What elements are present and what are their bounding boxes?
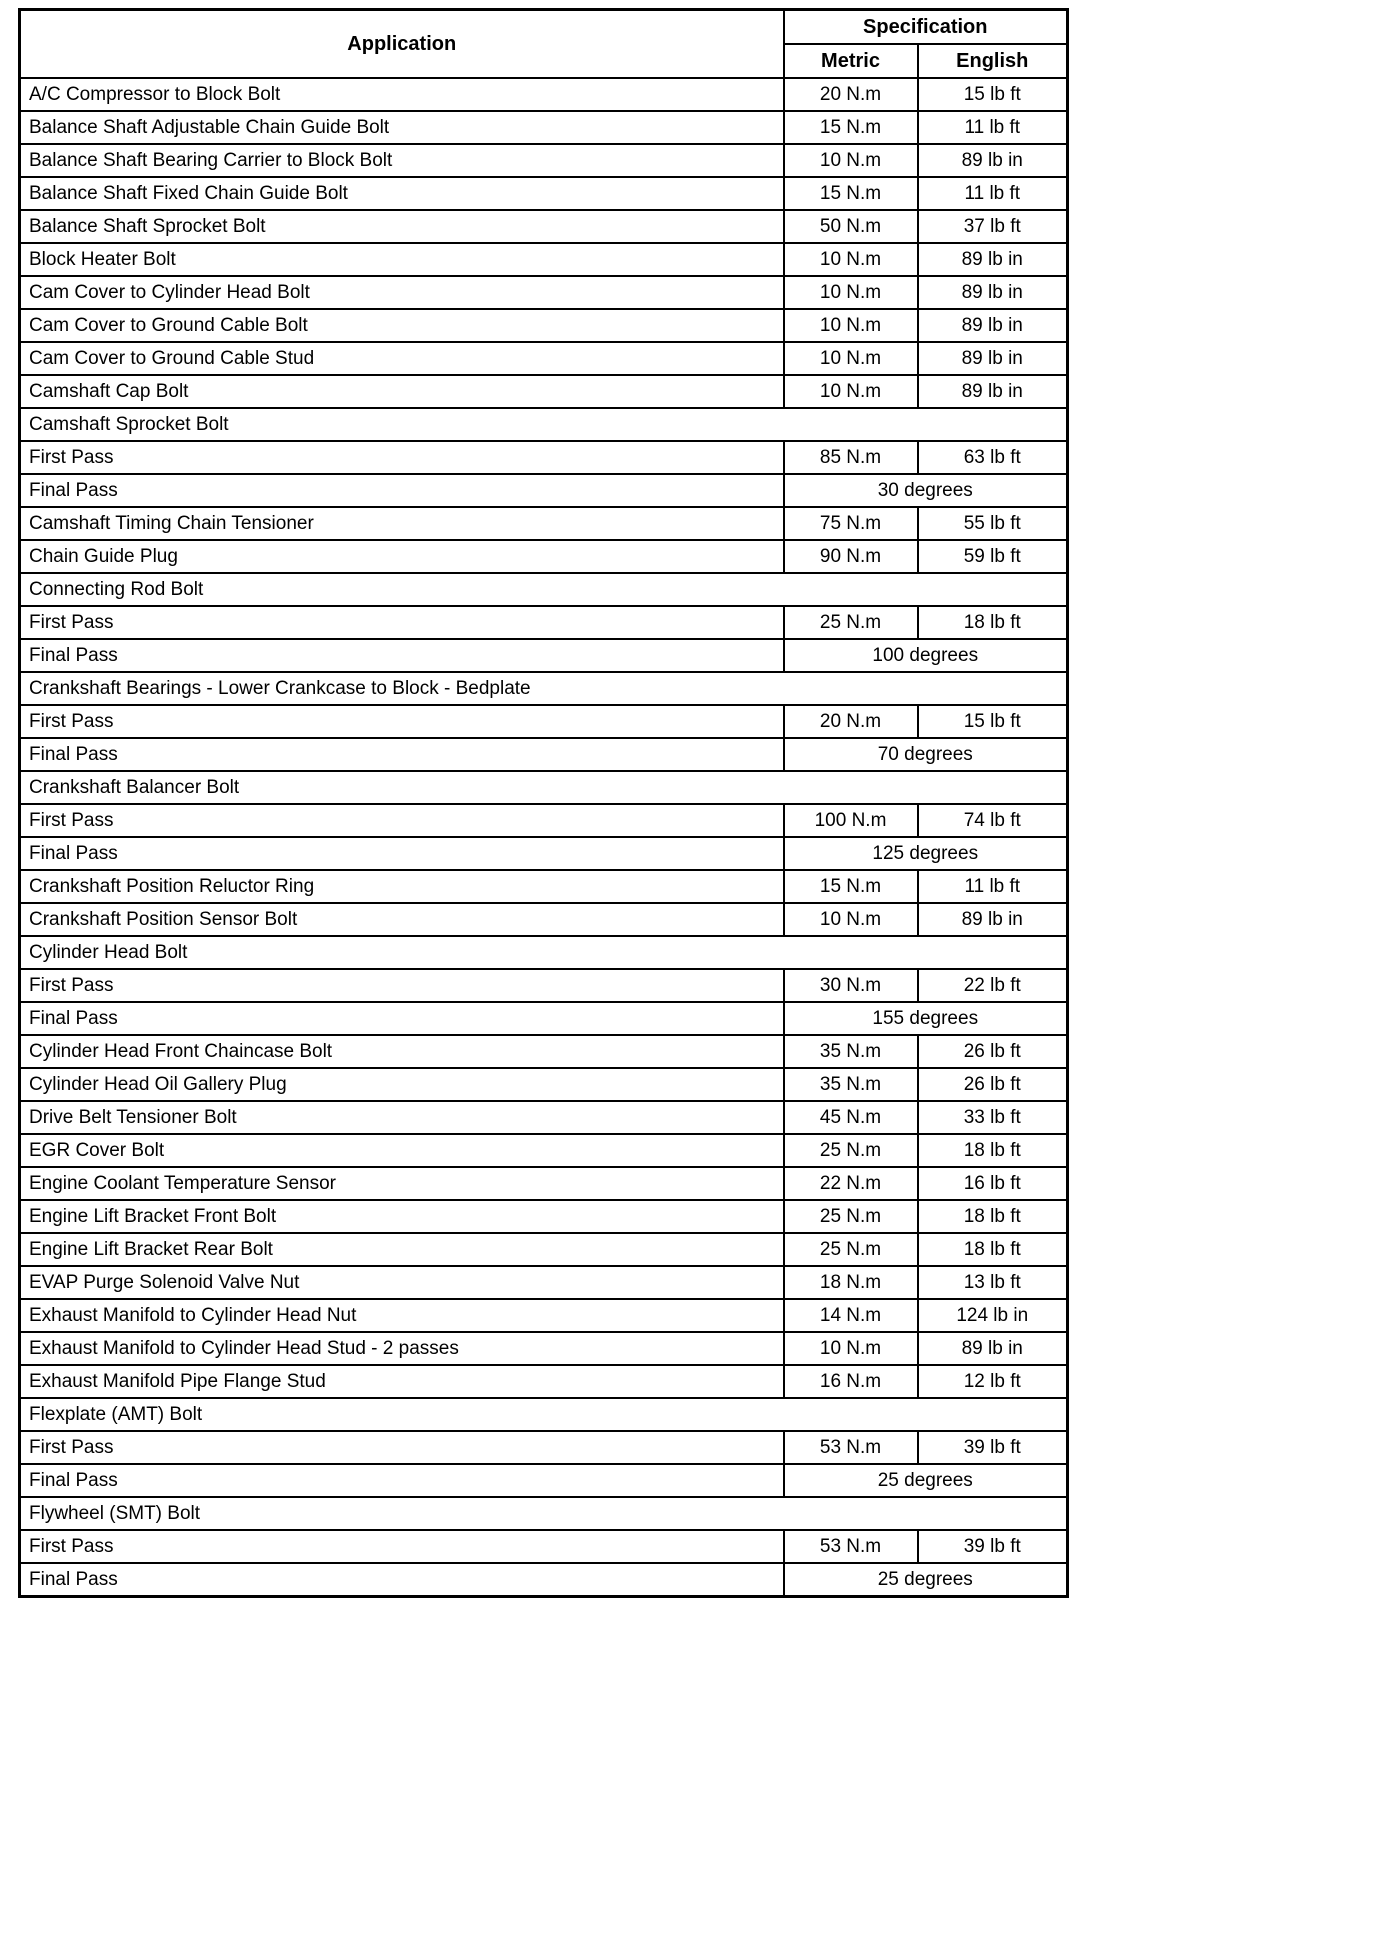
pass-label-cell: Final Pass <box>20 1563 784 1597</box>
spec-row <box>20 639 1068 672</box>
application-cell: EGR Cover Bolt <box>20 1134 784 1167</box>
section-title-cell: Flywheel (SMT) Bolt <box>20 1497 1068 1530</box>
metric-value-cell: 14 N.m <box>784 1299 918 1332</box>
spec-row <box>20 375 1068 408</box>
metric-value-cell: 10 N.m <box>784 276 918 309</box>
spec-row <box>20 1002 1068 1035</box>
spec-row <box>20 1200 1068 1233</box>
application-cell: Cylinder Head Front Chaincase Bolt <box>20 1035 784 1068</box>
spec-row <box>20 1233 1068 1266</box>
english-value-cell: 89 lb in <box>918 903 1068 936</box>
metric-value-cell: 15 N.m <box>784 870 918 903</box>
metric-value-cell: 10 N.m <box>784 342 918 375</box>
application-cell: Balance Shaft Sprocket Bolt <box>20 210 784 243</box>
pass-label-cell: Final Pass <box>20 639 784 672</box>
metric-value-cell: 10 N.m <box>784 309 918 342</box>
metric-value-cell: 10 N.m <box>784 144 918 177</box>
spec-table-body <box>20 78 1068 1597</box>
metric-value-cell: 75 N.m <box>784 507 918 540</box>
english-value-cell: 15 lb ft <box>918 78 1068 111</box>
english-value-cell: 39 lb ft <box>918 1530 1068 1563</box>
english-value-cell: 39 lb ft <box>918 1431 1068 1464</box>
spec-row <box>20 1365 1068 1398</box>
english-value-cell: 13 lb ft <box>918 1266 1068 1299</box>
metric-value-cell: 15 N.m <box>784 111 918 144</box>
english-value-cell: 89 lb in <box>918 144 1068 177</box>
english-value-cell: 11 lb ft <box>918 111 1068 144</box>
pass-label-cell: First Pass <box>20 804 784 837</box>
spec-row <box>20 1464 1068 1497</box>
application-cell: Exhaust Manifold Pipe Flange Stud <box>20 1365 784 1398</box>
section-header-row <box>20 672 1068 705</box>
pass-label-cell: Final Pass <box>20 474 784 507</box>
application-cell: A/C Compressor to Block Bolt <box>20 78 784 111</box>
merged-degrees-cell: 100 degrees <box>784 639 1068 672</box>
application-cell: Cam Cover to Cylinder Head Bolt <box>20 276 784 309</box>
metric-value-cell: 100 N.m <box>784 804 918 837</box>
metric-value-cell: 20 N.m <box>784 705 918 738</box>
merged-degrees-cell: 25 degrees <box>784 1563 1068 1597</box>
english-value-cell: 63 lb ft <box>918 441 1068 474</box>
spec-row <box>20 111 1068 144</box>
spec-row <box>20 804 1068 837</box>
spec-row <box>20 441 1068 474</box>
english-value-cell: 74 lb ft <box>918 804 1068 837</box>
spec-row <box>20 540 1068 573</box>
metric-value-cell: 53 N.m <box>784 1530 918 1563</box>
spec-row <box>20 837 1068 870</box>
english-value-cell: 16 lb ft <box>918 1167 1068 1200</box>
pass-label-cell: First Pass <box>20 969 784 1002</box>
table-header <box>20 10 1068 79</box>
section-header-row <box>20 771 1068 804</box>
metric-value-cell: 25 N.m <box>784 1233 918 1266</box>
spec-row <box>20 870 1068 903</box>
spec-row <box>20 738 1068 771</box>
application-cell: Cam Cover to Ground Cable Bolt <box>20 309 784 342</box>
merged-degrees-cell: 70 degrees <box>784 738 1068 771</box>
header-row-top <box>20 10 1068 45</box>
spec-row <box>20 903 1068 936</box>
spec-row <box>20 177 1068 210</box>
application-cell: Exhaust Manifold to Cylinder Head Nut <box>20 1299 784 1332</box>
spec-row <box>20 606 1068 639</box>
metric-value-cell: 35 N.m <box>784 1068 918 1101</box>
application-cell: Camshaft Cap Bolt <box>20 375 784 408</box>
english-value-cell: 89 lb in <box>918 309 1068 342</box>
spec-row <box>20 78 1068 111</box>
spec-row <box>20 210 1068 243</box>
spec-row <box>20 1167 1068 1200</box>
metric-value-cell: 10 N.m <box>784 903 918 936</box>
english-value-cell: 89 lb in <box>918 375 1068 408</box>
metric-value-cell: 22 N.m <box>784 1167 918 1200</box>
section-title-cell: Flexplate (AMT) Bolt <box>20 1398 1068 1431</box>
english-value-cell: 55 lb ft <box>918 507 1068 540</box>
pass-label-cell: First Pass <box>20 1431 784 1464</box>
english-value-cell: 18 lb ft <box>918 1134 1068 1167</box>
metric-value-cell: 18 N.m <box>784 1266 918 1299</box>
section-header-row <box>20 408 1068 441</box>
merged-degrees-cell: 30 degrees <box>784 474 1068 507</box>
pass-label-cell: Final Pass <box>20 738 784 771</box>
spec-row <box>20 144 1068 177</box>
metric-value-cell: 25 N.m <box>784 606 918 639</box>
pass-label-cell: First Pass <box>20 1530 784 1563</box>
application-cell: Engine Lift Bracket Rear Bolt <box>20 1233 784 1266</box>
english-value-cell: 89 lb in <box>918 243 1068 276</box>
metric-value-cell: 25 N.m <box>784 1200 918 1233</box>
pass-label-cell: Final Pass <box>20 837 784 870</box>
metric-value-cell: 10 N.m <box>784 375 918 408</box>
application-cell: Balance Shaft Bearing Carrier to Block Bolt <box>20 144 784 177</box>
section-header-row <box>20 1398 1068 1431</box>
pass-label-cell: First Pass <box>20 606 784 639</box>
spec-row <box>20 309 1068 342</box>
pass-label-cell: First Pass <box>20 705 784 738</box>
metric-value-cell: 10 N.m <box>784 243 918 276</box>
application-cell: Engine Lift Bracket Front Bolt <box>20 1200 784 1233</box>
metric-value-cell: 10 N.m <box>784 1332 918 1365</box>
pass-label-cell: Final Pass <box>20 1464 784 1497</box>
english-column-header: English <box>918 44 1068 78</box>
english-value-cell: 33 lb ft <box>918 1101 1068 1134</box>
specification-column-header: Specification <box>784 10 1068 45</box>
spec-row <box>20 1332 1068 1365</box>
spec-row <box>20 342 1068 375</box>
spec-row <box>20 705 1068 738</box>
english-value-cell: 18 lb ft <box>918 1200 1068 1233</box>
application-column-header: Application <box>20 10 784 79</box>
merged-degrees-cell: 25 degrees <box>784 1464 1068 1497</box>
metric-value-cell: 20 N.m <box>784 78 918 111</box>
metric-value-cell: 90 N.m <box>784 540 918 573</box>
metric-value-cell: 25 N.m <box>784 1134 918 1167</box>
application-cell: Block Heater Bolt <box>20 243 784 276</box>
section-title-cell: Crankshaft Balancer Bolt <box>20 771 1068 804</box>
application-cell: Cylinder Head Oil Gallery Plug <box>20 1068 784 1101</box>
section-title-cell: Connecting Rod Bolt <box>20 573 1068 606</box>
section-header-row <box>20 573 1068 606</box>
spec-row <box>20 1134 1068 1167</box>
application-cell: Engine Coolant Temperature Sensor <box>20 1167 784 1200</box>
application-cell: Exhaust Manifold to Cylinder Head Stud - 2 passes <box>20 1332 784 1365</box>
english-value-cell: 26 lb ft <box>918 1068 1068 1101</box>
section-header-row <box>20 936 1068 969</box>
pass-label-cell: First Pass <box>20 441 784 474</box>
english-value-cell: 59 lb ft <box>918 540 1068 573</box>
spec-row <box>20 1563 1068 1597</box>
section-header-row <box>20 1497 1068 1530</box>
application-cell: Cam Cover to Ground Cable Stud <box>20 342 784 375</box>
application-cell: Camshaft Timing Chain Tensioner <box>20 507 784 540</box>
torque-spec-table <box>18 8 1069 1598</box>
section-title-cell: Crankshaft Bearings - Lower Crankcase to Block - Bedplate <box>20 672 1068 705</box>
metric-value-cell: 16 N.m <box>784 1365 918 1398</box>
application-cell: Balance Shaft Fixed Chain Guide Bolt <box>20 177 784 210</box>
english-value-cell: 15 lb ft <box>918 705 1068 738</box>
metric-value-cell: 45 N.m <box>784 1101 918 1134</box>
spec-row <box>20 1101 1068 1134</box>
english-value-cell: 11 lb ft <box>918 870 1068 903</box>
application-cell: Drive Belt Tensioner Bolt <box>20 1101 784 1134</box>
metric-value-cell: 30 N.m <box>784 969 918 1002</box>
merged-degrees-cell: 125 degrees <box>784 837 1068 870</box>
application-cell: Crankshaft Position Sensor Bolt <box>20 903 784 936</box>
section-title-cell: Camshaft Sprocket Bolt <box>20 408 1068 441</box>
english-value-cell: 89 lb in <box>918 276 1068 309</box>
application-cell: Crankshaft Position Reluctor Ring <box>20 870 784 903</box>
english-value-cell: 18 lb ft <box>918 1233 1068 1266</box>
metric-value-cell: 53 N.m <box>784 1431 918 1464</box>
english-value-cell: 11 lb ft <box>918 177 1068 210</box>
merged-degrees-cell: 155 degrees <box>784 1002 1068 1035</box>
metric-value-cell: 35 N.m <box>784 1035 918 1068</box>
english-value-cell: 26 lb ft <box>918 1035 1068 1068</box>
spec-row <box>20 1431 1068 1464</box>
spec-row <box>20 276 1068 309</box>
spec-row <box>20 1068 1068 1101</box>
application-cell: Balance Shaft Adjustable Chain Guide Bolt <box>20 111 784 144</box>
english-value-cell: 89 lb in <box>918 1332 1068 1365</box>
spec-row <box>20 1530 1068 1563</box>
section-title-cell: Cylinder Head Bolt <box>20 936 1068 969</box>
metric-value-cell: 50 N.m <box>784 210 918 243</box>
spec-row <box>20 1299 1068 1332</box>
application-cell: Chain Guide Plug <box>20 540 784 573</box>
english-value-cell: 18 lb ft <box>918 606 1068 639</box>
metric-value-cell: 85 N.m <box>784 441 918 474</box>
pass-label-cell: Final Pass <box>20 1002 784 1035</box>
english-value-cell: 124 lb in <box>918 1299 1068 1332</box>
spec-row <box>20 1035 1068 1068</box>
metric-value-cell: 15 N.m <box>784 177 918 210</box>
english-value-cell: 22 lb ft <box>918 969 1068 1002</box>
english-value-cell: 37 lb ft <box>918 210 1068 243</box>
english-value-cell: 89 lb in <box>918 342 1068 375</box>
metric-column-header: Metric <box>784 44 918 78</box>
spec-row <box>20 1266 1068 1299</box>
spec-row <box>20 969 1068 1002</box>
spec-row <box>20 507 1068 540</box>
english-value-cell: 12 lb ft <box>918 1365 1068 1398</box>
spec-row <box>20 243 1068 276</box>
application-cell: EVAP Purge Solenoid Valve Nut <box>20 1266 784 1299</box>
spec-row <box>20 474 1068 507</box>
